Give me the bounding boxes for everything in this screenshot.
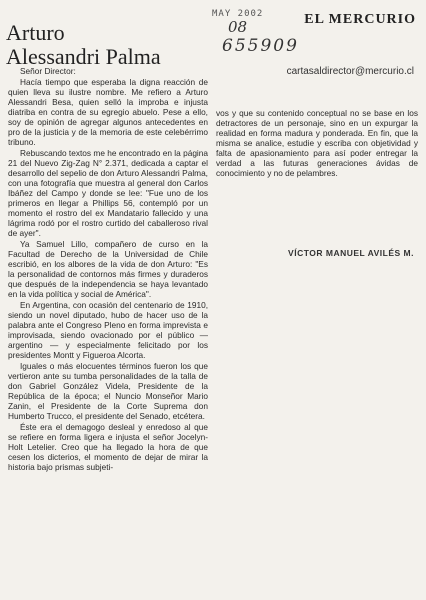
headline-line-1: Arturo [6,19,65,45]
letter-signature: VÍCTOR MANUEL AVILÉS M. [288,248,414,258]
newspaper-name: EL MERCURIO [304,12,416,27]
article-headline [6,21,206,69]
letter-paragraph: Iguales o más elocuentes términos fueron los que vertieron ante su tumba personalidades de la talla de don Gabriel González Videla, Presidente de la República de la época; el Nuncio Monseñor Mario Zanin, el Presidente de la Corte Suprema don Humberto Trucco, el presidente del Senado, etcétera. [8,361,208,421]
headline-line-2: Alessandri Palma [6,43,161,69]
letter-column-right [216,108,418,268]
handwritten-day: 08 [228,18,248,36]
letter-paragraph: Éste era el demagogo desleal y enredoso al que se refiere en forma ligera e injusta el señor Jocelyn-Holt Letelier. Creo que ha llegado la hora de que cesen los dicterios, el momento de dejar de mirar la historia bajo prismas subjeti- [8,422,208,472]
stamp-date: MAY 2002 [212,9,264,19]
letter-paragraph: Hacía tiempo que esperaba la digna reacción de quien lleva su ilustre nombre. Me refiero a Arturo Alessandri Besa, quien selló la improba e injusta diatriba en contra de su egregio abuelo. Pese a ello, soy de opinión de agregar algunos antecedentes en pro de la justicia y de la memoria de este celebérrimo tribuno. [8,77,208,147]
handwritten-archive-number: 655909 [222,36,299,56]
letter-paragraph: vos y que su contenido conceptual no se base en los detractores de un personaje, sino en un expurgar la realidad en forma madura y ponderada. En fin, que la misma se analice, estudie y escriba con objetividad y falta de apasionamiento para así poder entregar la verdad a las futuras generaciones ávidas de conocimiento y no de pelambres. [216,108,418,178]
letter-paragraph: En Argentina, con ocasión del centenario de 1910, siendo un novel diputado, hubo de hacer uso de la palabra ante el Congreso Pleno en forma imprevista e improvisada, siendo ovacionado por el público — argentino — y especialmente felicitado por los presidentes Montt y Figueroa Alcorta. [8,300,208,360]
letter-paragraph: Rebuscando textos me he encontrado en la página 21 del Nuevo Zig-Zag N° 2.371, dedicada a captar el desarrollo del sepelio de don Arturo Alessandri Palma, con una fotografía que muestra al general don Carlos Ibáñez del Campo y donde se lee: "Fue uno de los primeros en llegar a Phillips 56, contempló por un momento el rostro del ex Mandatario fallecido y una lágrima rodó por el rostro curtido del caballeroso rival de ayer". [8,148,208,238]
letter-column-left [8,66,208,596]
letter-paragraph: Ya Samuel Lillo, compañero de curso en la Facultad de Derecho de la Universidad de Chile escribió, en los albores de la vida de don Arturo: "Es la personalidad de contornos más firmes y duraderos que después de la independencia se haya levantado en la vida política y social de América". [8,239,208,299]
letters-email: cartasaldirector@mercurio.cl [286,66,414,77]
letter-salutation: Señor Director: [20,66,76,76]
